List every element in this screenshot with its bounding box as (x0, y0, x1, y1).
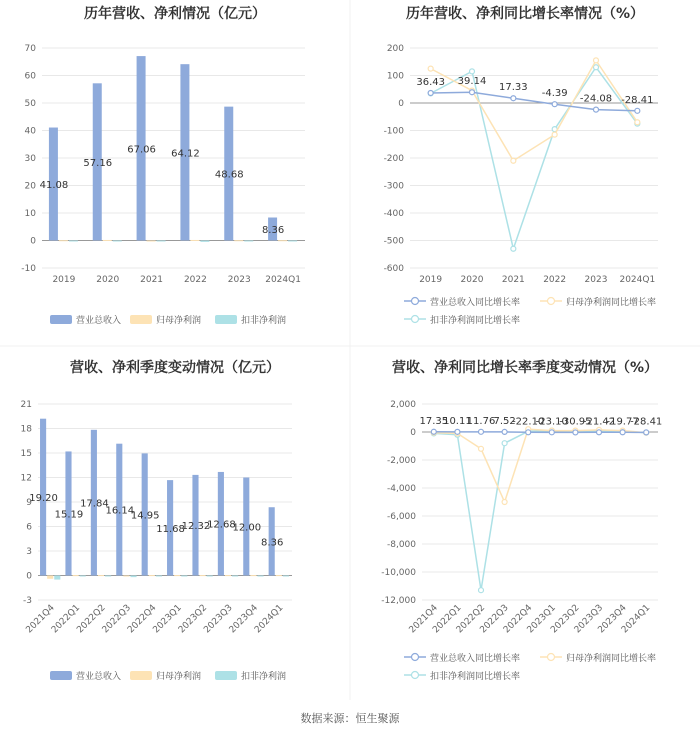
line-point-3 (511, 246, 516, 251)
chart-title: 营收、净利季度变动情况（亿元） (70, 360, 280, 376)
y-tick-label: 9 (26, 498, 32, 508)
x-tick-label: 2023Q1 (525, 603, 558, 636)
y-tick-label: 200 (386, 44, 404, 54)
bar-3 (105, 576, 111, 577)
x-tick-label: 2022Q1 (49, 603, 83, 636)
x-tick-label: 2021 (140, 275, 164, 285)
line-point-3 (594, 65, 599, 70)
bar-3 (157, 241, 166, 242)
line-value-label: 36.43 (416, 76, 445, 88)
bar-value-label: 14.95 (130, 510, 160, 522)
x-tick-label: 2021Q4 (24, 603, 57, 636)
line-point-1 (502, 429, 507, 434)
chart-title: 营收、净利同比增长率季度变动情况（%） (391, 360, 659, 376)
chart-panel-2 (384, 5, 658, 326)
y-tick-label: -12,000 (381, 596, 416, 606)
bar-2 (103, 240, 112, 241)
y-tick-label: 100 (386, 71, 404, 82)
bar-3 (130, 576, 136, 578)
line-point-1 (428, 90, 433, 95)
bar-3 (54, 576, 60, 580)
y-tick-label: -400 (383, 209, 404, 219)
bar-value-label: 64.12 (171, 148, 200, 160)
line-value-label: -28.41 (621, 94, 654, 106)
bar-value-label: 16.14 (105, 505, 135, 517)
chart-panel-1 (21, 5, 305, 326)
legend-label: 营业总收入同比增长率 (430, 298, 521, 308)
x-tick-label: 2020 (96, 275, 120, 285)
bar-2 (278, 240, 287, 241)
bar-2 (250, 575, 256, 576)
y-tick-label: 70 (24, 44, 36, 54)
y-tick-label: 0 (26, 571, 32, 582)
legend-label: 营业总收入 (76, 316, 122, 326)
x-tick-label: 2022Q1 (431, 603, 464, 636)
line-point-1 (455, 429, 460, 434)
bar-2 (174, 575, 180, 576)
y-tick-label: -8,000 (386, 540, 416, 550)
y-tick-label: -300 (383, 181, 404, 192)
line-value-label: -22.10 (512, 416, 545, 428)
line-point-1 (549, 430, 554, 435)
y-tick-label: 15 (20, 449, 32, 459)
bar-value-label: 67.06 (127, 144, 156, 156)
y-tick-label: 18 (20, 424, 32, 435)
x-tick-label: 2023Q2 (176, 603, 210, 636)
bar-value-label: 41.08 (39, 180, 69, 192)
bar-2 (47, 576, 53, 579)
line-point-1 (470, 90, 475, 95)
bar-value-label: 57.16 (83, 157, 113, 169)
x-tick-label: 2023Q4 (227, 603, 261, 636)
x-tick-label: 2022Q3 (100, 603, 134, 636)
bar-2 (149, 575, 155, 576)
bar-value-label: 11.68 (156, 523, 185, 535)
y-tick-label: 30 (24, 154, 36, 164)
x-tick-label: 2020 (460, 275, 484, 285)
line-value-label: -28.41 (630, 416, 663, 428)
bar-2 (190, 240, 199, 241)
bar-3 (257, 576, 263, 577)
line-point-1 (644, 430, 649, 435)
x-tick-label: 2022Q2 (75, 603, 108, 636)
bar-value-label: 15.19 (54, 509, 84, 521)
bar-value-label: 17.84 (80, 498, 109, 510)
legend-label: 营业总收入 (76, 672, 122, 682)
y-tick-label: 60 (24, 71, 36, 82)
x-tick-label: 2023Q3 (202, 603, 235, 636)
line-value-label: 7.52 (493, 415, 516, 427)
legend-label: 扣非净利润同比增长率 (430, 672, 521, 682)
legend-marker (548, 654, 555, 661)
y-tick-label: 6 (26, 522, 32, 533)
legend-marker (412, 298, 419, 305)
x-tick-label: 2023Q2 (549, 603, 582, 636)
x-tick-label: 2022Q3 (478, 603, 511, 636)
bar-value-label: 12.00 (232, 522, 262, 534)
chart-title: 历年营收、净利情况（亿元） (84, 6, 266, 22)
y-tick-label: -3 (23, 596, 32, 606)
line-series-1 (434, 432, 646, 433)
y-tick-label: 20 (24, 181, 36, 192)
x-tick-label: 2019 (419, 275, 443, 285)
line-value-label: 39.14 (457, 76, 487, 88)
line-value-label: 10.11 (443, 415, 472, 427)
legend-label: 归母净利润同比增长率 (566, 654, 657, 664)
line-point-3 (479, 588, 484, 593)
y-tick-label: -2,000 (386, 456, 416, 466)
y-tick-label: -6,000 (386, 512, 416, 522)
line-point-1 (431, 429, 436, 434)
bar-3 (232, 576, 238, 577)
y-tick-label: -200 (383, 154, 404, 164)
bar-3 (69, 241, 78, 242)
line-value-label: -30.95 (559, 416, 592, 428)
x-tick-label: 2022Q4 (126, 603, 159, 636)
y-tick-label: 0 (410, 428, 416, 438)
line-point-1 (552, 102, 557, 107)
legend-swatch (50, 671, 72, 680)
line-point-1 (597, 430, 602, 435)
legend-label: 扣非净利润 (241, 672, 287, 682)
line-point-2 (511, 158, 516, 163)
x-tick-label: 2022Q2 (454, 603, 488, 636)
line-series-3 (434, 431, 646, 591)
y-tick-label: -4,000 (386, 484, 416, 494)
line-point-2 (635, 120, 640, 125)
y-tick-label: -600 (383, 264, 404, 274)
x-tick-label: 2024Q1 (265, 275, 301, 285)
x-tick-label: 2023Q1 (151, 603, 184, 636)
line-point-1 (573, 430, 578, 435)
x-tick-label: 2022Q4 (501, 603, 535, 636)
legend-label: 扣非净利润同比增长率 (430, 316, 521, 326)
legend-swatch (130, 315, 152, 324)
line-point-2 (479, 446, 484, 451)
bar-2 (59, 240, 68, 241)
line-point-3 (502, 441, 507, 446)
bar-value-label: 48.68 (214, 169, 244, 181)
bar-2 (123, 576, 129, 577)
y-tick-label: 50 (24, 99, 36, 109)
line-point-2 (552, 132, 557, 137)
y-tick-label: 3 (26, 547, 32, 557)
x-tick-label: 2023 (227, 275, 251, 285)
legend-swatch (215, 315, 237, 324)
y-tick-label: 21 (20, 400, 32, 410)
legend-swatch (215, 671, 237, 680)
chart-title: 历年营收、净利同比增长率情况（%） (405, 6, 645, 22)
x-tick-label: 2021Q4 (407, 603, 440, 636)
bar-3 (200, 241, 209, 242)
line-point-1 (635, 108, 640, 113)
x-tick-label: 2021 (501, 275, 525, 285)
x-tick-label: 2024Q1 (619, 603, 653, 636)
legend-marker (412, 672, 419, 679)
x-tick-label: 2023Q4 (596, 603, 629, 636)
legend-marker (548, 298, 555, 305)
bar-3 (283, 576, 289, 577)
x-tick-label: 2023 (584, 275, 608, 285)
line-value-label: -21.42 (582, 416, 616, 428)
legend-label: 归母净利润同比增长率 (566, 298, 657, 308)
x-tick-label: 2024Q1 (253, 603, 286, 636)
line-point-1 (479, 429, 484, 434)
chart-panel-3 (21, 359, 292, 682)
line-point-1 (620, 430, 625, 435)
y-tick-label: 10 (24, 209, 36, 219)
legend-swatch (130, 671, 152, 680)
legend-marker (412, 654, 419, 661)
chart-panel-4 (381, 359, 662, 682)
bar-value-label: 12.68 (207, 519, 236, 531)
bar-2 (234, 240, 243, 241)
bar-value-label: 19.20 (29, 493, 58, 505)
bar-3 (244, 241, 253, 242)
y-tick-label: 12 (20, 473, 32, 484)
bar-3 (288, 241, 297, 242)
bar-3 (156, 576, 162, 577)
bar-value-label: 12.32 (181, 521, 211, 533)
line-point-2 (428, 66, 433, 71)
data-source-label: 数据来源：恒生聚源 (300, 712, 400, 725)
bar-2 (98, 575, 104, 576)
bar-3 (80, 576, 86, 577)
y-tick-label: 2,000 (390, 400, 416, 410)
line-point-2 (594, 58, 599, 63)
bar-3 (181, 576, 187, 577)
bar-3 (113, 241, 122, 242)
x-tick-label: 2023Q3 (572, 603, 606, 636)
legend-swatch (50, 315, 72, 324)
legend-label: 归母净利润 (156, 672, 202, 682)
bar-2 (276, 575, 282, 576)
bar-2 (225, 575, 231, 576)
line-point-1 (594, 107, 599, 112)
bar-2 (73, 575, 79, 576)
y-tick-label: -500 (383, 236, 404, 247)
legend-label: 扣非净利润 (241, 316, 287, 326)
legend-label: 归母净利润 (156, 316, 202, 326)
bar-value-label: 8.36 (261, 225, 285, 237)
legend-marker (412, 316, 419, 323)
x-tick-label: 2019 (52, 275, 76, 285)
line-value-label: -4.39 (541, 88, 568, 100)
bar-2 (147, 241, 156, 242)
line-value-label: -23.10 (535, 416, 568, 428)
y-tick-label: 40 (24, 126, 36, 137)
line-point-1 (511, 96, 516, 101)
x-tick-label: 2022 (183, 275, 207, 285)
bar-2 (200, 575, 206, 576)
y-tick-label: 0 (30, 236, 36, 247)
y-tick-label: -10 (21, 264, 36, 274)
x-tick-label: 2022 (543, 275, 567, 285)
line-value-label: 11.76 (466, 415, 496, 427)
line-value-label: -19.77 (606, 416, 639, 428)
y-tick-label: -10,000 (381, 568, 416, 578)
y-tick-label: 0 (398, 99, 404, 109)
bar-3 (207, 576, 213, 577)
line-point-3 (470, 69, 475, 74)
x-tick-label: 2024Q1 (619, 275, 656, 285)
legend-label: 营业总收入同比增长率 (430, 654, 521, 664)
line-point-1 (526, 430, 531, 435)
bar-value-label: 8.36 (261, 537, 284, 549)
line-value-label: -24.08 (579, 93, 613, 105)
line-point-2 (502, 500, 507, 505)
line-value-label: 17.35 (419, 415, 449, 427)
line-value-label: 17.33 (499, 82, 528, 94)
y-tick-label: -100 (383, 126, 404, 137)
